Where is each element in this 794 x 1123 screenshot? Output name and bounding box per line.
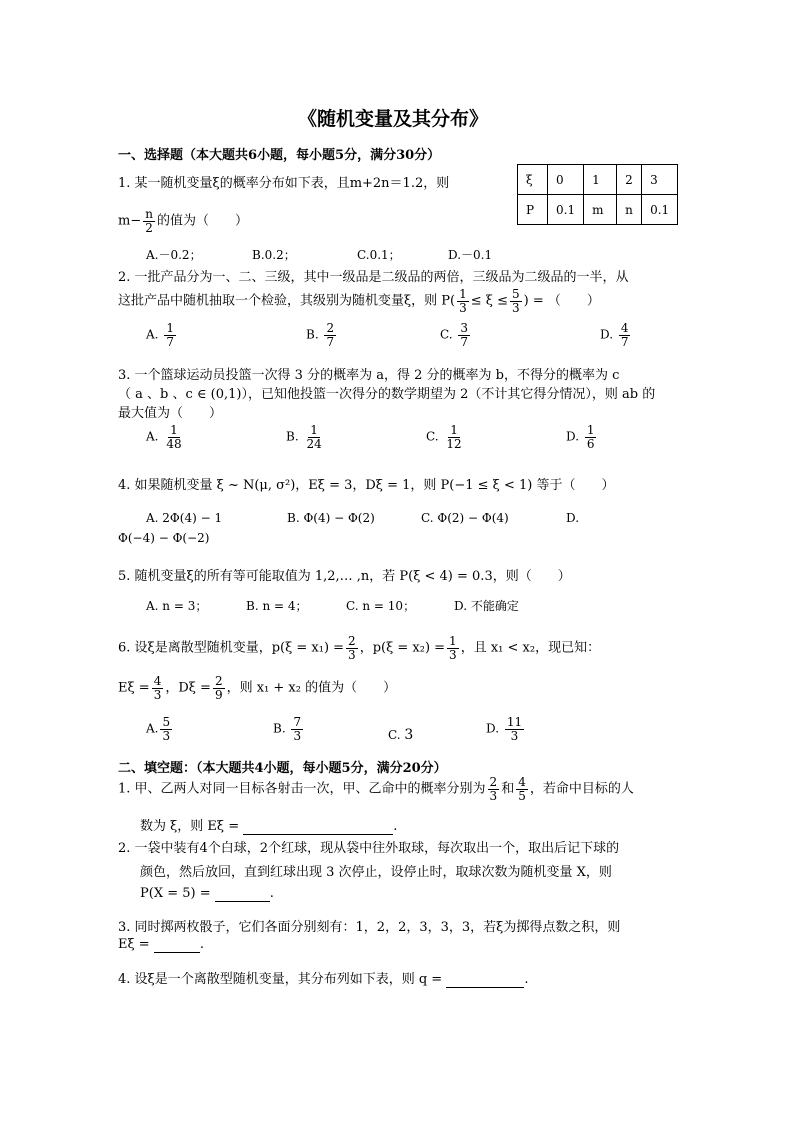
fraction — [505, 716, 524, 742]
fill-4-stem — [118, 968, 528, 988]
numerator: 2 — [214, 674, 223, 688]
denominator: 3 — [510, 728, 519, 743]
denominator: 3 — [511, 300, 520, 315]
fraction — [213, 675, 225, 701]
table-cell: 3 — [642, 165, 678, 195]
denominator: 3 — [293, 728, 302, 743]
text-span: 4. 设ξ是一个离散型随机变量，其分布列如下表，则 q = — [118, 972, 447, 987]
option-c — [426, 424, 466, 450]
numerator: 5 — [511, 287, 520, 301]
answer-blank[interactable] — [215, 886, 270, 902]
table-cell: n — [617, 195, 642, 225]
denominator: 3 — [348, 647, 356, 662]
fill-2-stem: 2. 一袋中装有4个白球，2个红球，现从袋中往外取球，每次取出一个，取出后记下球的 — [118, 841, 620, 856]
denominator: 6 — [586, 436, 595, 451]
fraction — [444, 424, 463, 450]
fill-2-stem-cont: 颜色，然后放回，直到红球出现 3 次停止，设停止时，取球次数为随机变量 X，则 — [140, 865, 612, 880]
option-letter: C. — [426, 429, 439, 444]
table-cell: ξ — [518, 165, 548, 195]
text-span: Eξ = — [118, 937, 154, 952]
numerator: 3 — [460, 321, 469, 335]
question-1-stem: 1. 某一随机变量ξ的概率分布如下表，且m+2n＝1.2，则 — [118, 176, 450, 191]
numerator: 1 — [166, 321, 174, 335]
text-span: 1. 甲、乙两人对同一目标各射击一次，甲、乙命中的概率分别为 — [118, 781, 486, 797]
fraction — [160, 716, 172, 742]
expr-prefix: m− — [118, 213, 142, 229]
fraction — [510, 288, 522, 314]
text-span: ≤ ξ ≤ — [470, 293, 508, 309]
page-title: 《随机变量及其分布》 — [298, 108, 489, 130]
fraction — [585, 424, 597, 450]
option-a: A. 2Φ(4) − 1 — [146, 511, 223, 525]
denominator: 3 — [459, 300, 467, 315]
text-span: ，则 x₁ + x₂ 的值为（ ） — [226, 680, 397, 696]
option-d: D. — [566, 511, 580, 525]
option-a — [146, 716, 174, 742]
section-heading-choice: 一、选择题（本大题共6小题，每小题5分，满分30分） — [118, 148, 441, 163]
text-span: . — [199, 937, 204, 952]
question-3-stem-cont: （ a 、b 、c ∈ (0,1)），已知他投篮一次得分的数学期望为 2（不计其它得分情况），则 ab 的 — [118, 387, 656, 402]
option-letter: A. — [146, 721, 159, 736]
fraction — [346, 635, 358, 661]
numerator: 4 — [620, 321, 629, 335]
fill-3-answer-line — [118, 937, 204, 953]
question-6-stem — [118, 635, 600, 661]
text-span: 这批产品中随机抽取一个检验，其级别为随机变量ξ，则 P( — [118, 293, 456, 309]
option-b: B. Φ(4) − Φ(2) — [287, 511, 375, 525]
fraction — [488, 776, 500, 802]
fraction — [447, 635, 459, 661]
answer-blank[interactable] — [446, 972, 524, 988]
option-a — [146, 424, 186, 450]
table-cell: 0.1 — [548, 195, 584, 225]
denominator: 3 — [489, 788, 498, 803]
option-letter: C. — [388, 728, 401, 742]
text-span: 和 — [501, 781, 515, 797]
option-letter: B. — [286, 429, 299, 444]
option-letter: B. — [306, 327, 319, 342]
denominator: 7 — [166, 334, 174, 349]
option-d — [600, 322, 632, 348]
text-span: 6. 设ξ是离散型随机变量，p(ξ = x₁) = — [118, 640, 345, 656]
fraction — [458, 322, 470, 348]
numerator: 2 — [326, 321, 335, 335]
option-letter: B. — [273, 721, 286, 736]
option-b: B. n = 4； — [246, 599, 308, 613]
question-6-stem-cont — [118, 675, 396, 701]
denominator: 3 — [449, 647, 457, 662]
fraction — [152, 675, 164, 701]
denominator: 2 — [145, 220, 153, 235]
table-cell: 1 — [584, 165, 617, 195]
text-span: ，Dξ = — [165, 680, 211, 696]
numerator: 1 — [450, 423, 458, 437]
numerator: 1 — [310, 423, 318, 437]
text-span: ，且 x₁ < x₂，现已知： — [460, 640, 601, 656]
option-letter: D. — [566, 429, 580, 444]
text-span: P(X = 5) = — [140, 886, 215, 901]
denominator: 7 — [326, 334, 335, 349]
denominator: 3 — [162, 728, 171, 743]
option-d — [486, 716, 526, 742]
numerator: 1 — [459, 287, 467, 301]
table-row — [518, 165, 678, 195]
denominator: 7 — [620, 334, 629, 349]
numerator: 2 — [348, 634, 356, 648]
numerator: 11 — [506, 715, 523, 729]
question-3-stem: 3. 一个篮球运动员投篮一次得 3 分的概率为 a，得 2 分的概率为 b，不得分的概率为 c — [118, 368, 620, 383]
denominator: 3 — [153, 687, 162, 702]
text-span: ，p(ξ = x₂) = — [359, 640, 446, 656]
expr-suffix: 的值为（ ） — [156, 213, 248, 229]
option-c — [388, 727, 413, 743]
fill-2-answer-line — [140, 886, 274, 902]
table-row — [518, 195, 678, 225]
numerator: n — [145, 207, 153, 221]
option-d: D. 不能确定 — [454, 599, 519, 613]
denominator: 48 — [166, 436, 182, 451]
option-letter: C. — [440, 327, 453, 342]
numerator: 2 — [489, 775, 498, 789]
numerator: 1 — [170, 423, 178, 437]
fraction — [164, 424, 183, 450]
question-3-stem-end: 最大值为（ ） — [118, 406, 223, 421]
text-span: Eξ = — [118, 680, 150, 696]
fraction — [457, 288, 469, 314]
question-2-stem-cont — [118, 288, 600, 314]
fraction — [164, 322, 176, 348]
numerator: 1 — [449, 634, 457, 648]
option-a: A. n = 3； — [146, 599, 208, 613]
option-d — [566, 424, 598, 450]
option-b: B.0.2； — [252, 248, 296, 262]
option-value: 3 — [404, 727, 414, 743]
option-c: C. Φ(2) − Φ(4) — [421, 511, 509, 525]
option-c — [440, 322, 472, 348]
option-c: C.0.1； — [357, 248, 401, 262]
question-1-expression — [118, 208, 248, 234]
text-span: 数为 ξ，则 Eξ = — [140, 819, 244, 834]
table-cell: m — [584, 195, 617, 225]
denominator: 9 — [214, 687, 223, 702]
question-2-stem: 2. 一批产品分为一、二、三级，其中一级品是二级品的两倍，三级品为二级品的一半，从 — [118, 270, 629, 285]
denominator: 12 — [446, 436, 462, 451]
fill-1-stem — [118, 776, 634, 802]
denominator: 24 — [306, 436, 322, 451]
option-letter: D. — [486, 721, 500, 736]
option-c: C. n = 10； — [346, 599, 416, 613]
option-d: D.－0.1 — [448, 248, 493, 262]
numerator: 4 — [518, 775, 526, 789]
fraction — [143, 208, 155, 234]
answer-blank[interactable] — [154, 937, 200, 953]
fraction — [619, 322, 631, 348]
option-letter: D. — [600, 327, 614, 342]
numerator: 7 — [293, 715, 302, 729]
option-letter: A. — [146, 327, 159, 342]
question-5-stem: 5. 随机变量ξ的所有等可能取值为 1,2,… ,n，若 P(ξ < 4) = 0.3，则（ ） — [118, 569, 571, 584]
option-b — [286, 424, 326, 450]
option-b — [273, 716, 305, 742]
numerator: 5 — [162, 715, 171, 729]
option-letter: A. — [146, 429, 159, 444]
distribution-table-q1 — [517, 164, 678, 225]
table-cell: 2 — [617, 165, 642, 195]
text-span: ) = （ ） — [523, 293, 600, 309]
option-d-value: Φ(−4) − Φ(−2) — [118, 531, 210, 545]
text-span: . — [524, 972, 529, 987]
answer-blank[interactable] — [243, 819, 393, 835]
section-heading-fill: 二、填空题：（本大题共4小题，每小题5分，满分20分） — [118, 761, 447, 776]
table-cell: 0.1 — [642, 195, 678, 225]
numerator: 1 — [586, 423, 595, 437]
question-4-stem: 4. 如果随机变量 ξ ~ N(μ, σ²)，Eξ = 3，Dξ = 1，则 P(−1 ≤ ξ < 1) 等于（ ） — [118, 478, 615, 493]
fraction — [291, 716, 303, 742]
fill-3-stem: 3. 同时掷两枚骰子，它们各面分别刻有：1，2，2，3，3，3，若ξ为掷得点数之积，则 — [118, 920, 621, 935]
fraction — [304, 424, 323, 450]
text-span: . — [393, 819, 398, 834]
table-cell: P — [518, 195, 548, 225]
fill-1-answer-line — [140, 815, 397, 835]
text-span: ，若命中目标的人 — [529, 781, 634, 797]
table-cell: 0 — [548, 165, 584, 195]
denominator: 7 — [460, 334, 469, 349]
text-span: . — [269, 886, 274, 901]
denominator: 5 — [518, 788, 526, 803]
fraction — [516, 776, 528, 802]
option-a: A.－0.2； — [146, 248, 202, 262]
fraction — [324, 322, 336, 348]
numerator: 4 — [153, 674, 162, 688]
option-a — [146, 322, 178, 348]
option-b — [306, 322, 338, 348]
